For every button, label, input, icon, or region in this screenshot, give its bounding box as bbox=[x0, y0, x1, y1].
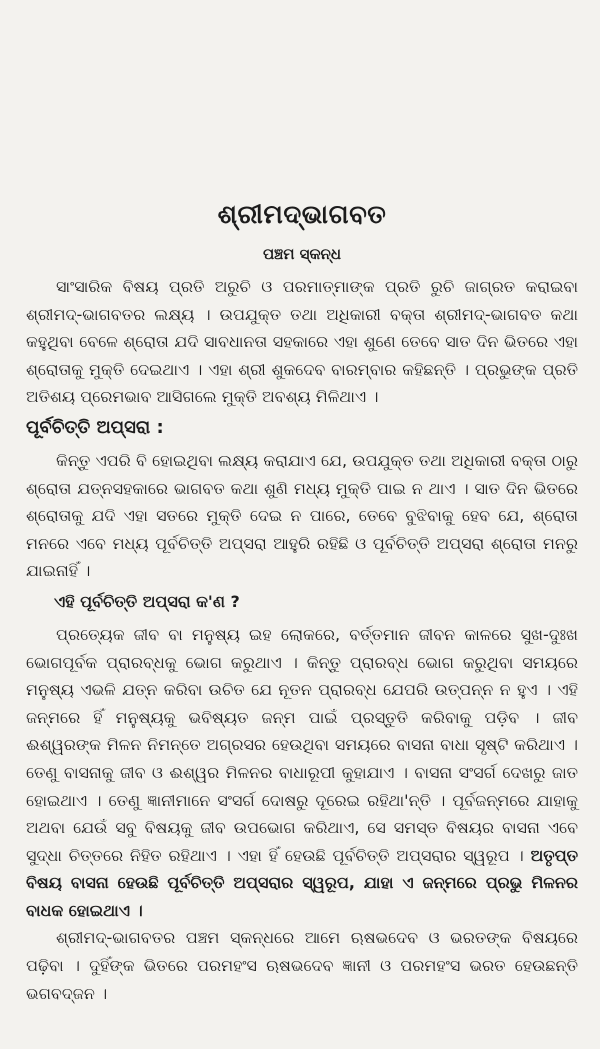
question-heading: ଏହି ପୂର୍ବଚିତ୍ତି ଅପ୍‌ସରା କ'ଣ ? bbox=[54, 591, 240, 611]
page-title: ଶ୍ରୀମଦ୍‌ଭାଗବତ bbox=[217, 200, 387, 230]
chapter-subtitle: ପଞ୍ଚମ ସ୍କନ୍ଧ bbox=[262, 245, 342, 263]
intro-paragraph: ସାଂସାରିକ ବିଷୟ ପ୍ରତି ଅରୁଚି ଓ ପରମାତ୍ମାଙ୍କ ପ୍ରତି ରୁଚି ଜାଗ୍ରତ କରାଇବା ଶ୍ରୀମଦ୍-ଭାଗବତର ଲକ୍ଷ୍ୟ । ଉପଯୁକ୍ତ ତଥା ଅଧିକାରୀ ବକ୍ତା ଶ୍ରୀମଦ୍-ଭାଗବତ କଥା କହୁଥିବା ବେଳେ ଶ୍ରୋତା ଯଦି ସାବଧାନତା ସହକାରେ ଏହା ଶୁଣେ ତେବେ ସାତ ଦିନ ଭିତରେ ଏହା ଶ୍ରୋତାକୁ ମୁକ୍ତି ଦେଇଥାଏ । ଏହା ଶ୍ରୀ ଶୁକଦେବ ବାରମ୍ବାର କହିଛନ୍ତି । ପ୍ରଭୁଙ୍କ ପ୍ରତି ଅତିଶୟ ପ୍ରେମଭାବ ଆସିଗଲେ ମୁକ୍ତି ଅବଶ୍ୟ ମିଳିଥାଏ । bbox=[26, 277, 578, 407]
explanation-text: ପ୍ରତ୍ୟେକ ଜୀବ ବା ମନୁଷ୍ୟ ଇହ ଲୋକରେ, ବର୍ତ୍ତମାନ ଜୀବନ କାଳରେ ସୁଖ-ଦୁଃଖ ଭୋଗପୂର୍ବକ ପ୍ରାରବ୍ଧକୁ ଭୋଗ କରୁଥାଏ । କିନ୍ତୁ ପ୍ରାରବ୍ଧ ଭୋଗ କରୁଥିବା ସମୟରେ ମନୁଷ୍ୟ ଏଭଳି ଯତ୍ନ କରିବା ଉଚିତ ଯେ ନୂତନ ପ୍ରାରବ୍ଧ ଯେପରି ଉତ୍ପନ୍ନ ନ ହୁଏ । ଏହି ଜନ୍ମରେ ହିଁ ମନୁଷ୍ୟକୁ ଭବିଷ୍ୟତ ଜନ୍ମ ପାଇଁ ପ୍ରସ୍ତୁତି କରିବାକୁ ପଡ଼ିବ । ଜୀବ ଈଶ୍ୱରଙ୍କ ମିଳନ ନିମନ୍ତେ ଅଗ୍ରସର ହେଉଥିବା ସମୟରେ ବାସନା ବାଧା ସୃଷ୍ଟି କରିଥାଏ । ତେଣୁ ବାସନାକୁ ଜୀବ ଓ ଈଶ୍ୱର ମିଳନର ବାଧାରୂପୀ କୁହାଯାଏ । ବାସନା ସଂସର୍ଗ ଦେଖରୁ ଜାତ ହୋଇଥାଏ । ତେଣୁ ଜ୍ଞାନୀମାନେ ସଂସର୍ଗ ଦୋଷରୁ ଦୂରେଇ ରହିଥା'ନ୍ତି । ପୂର୍ବଜନ୍ମରେ ଯାହାକୁ ଅଥବା ଯେଉଁ ସବୁ ବିଷୟକୁ ଜୀବ ଉପଭୋଗ କରିଥାଏ, ସେ ସମସ୍ତ ବିଷୟର ବାସନା ଏବେ ସୁଦ୍ଧା ଚିତ୍ତରେ ନିହିତ ରହିଥାଏ । ଏହା ହିଁ ହେଉଛି ପୂର୍ବଚିତ୍ତି ଅପ୍‌ସରାର ସ୍ୱରୂପ । bbox=[26, 624, 578, 865]
section-heading-purvachitti: ପୂର୍ବଚିତ୍ତି ଅପ୍‌ସରା : bbox=[26, 416, 164, 438]
explanation-paragraph bbox=[26, 621, 578, 925]
explanation-bold-text: ଅତୃପ୍ତ ବିଷୟ ବାସନା ହେଉଛି ପୂର୍ବଚିତ୍ତି ଅପ୍‌ସରାର ସ୍ୱରୂପ, ଯାହା ଏ ଜନ୍ମରେ ପ୍ରଭୁ ମିଳନର ବାଧକ ହୋଇଥାଏ । bbox=[26, 845, 578, 920]
closing-paragraph: ଶ୍ରୀମଦ୍-ଭାଗବତର ପଞ୍ଚମ ସ୍କନ୍ଧରେ ଆମେ ଋଷଭଦେବ ଓ ଭରତଙ୍କ ବିଷୟରେ ପଢ଼ିବା । ଦୁହିଁଙ୍କ ଭିତରେ ପରମହଂସ ଋଷଭଦେବ ଜ୍ଞାନୀ ଓ ପରମହଂସ ଭରତ ହେଉଛନ୍ତି ଭଗବଦ୍‌ଜନ । bbox=[26, 928, 578, 1003]
purvachitti-paragraph: କିନ୍ତୁ ଏପରି ବି ହୋଇଥିବା ଲକ୍ଷ୍ୟ କରାଯାଏ ଯେ, ଉପଯୁକ୍ତ ତଥା ଅଧିକାରୀ ବକ୍ତା ଠାରୁ ଶ୍ରୋତା ଯତ୍ନସହକାରେ ଭାଗବତ କଥା ଶୁଣି ମଧ୍ୟ ମୁକ୍ତି ପାଇ ନ ଥାଏ । ସାତ ଦିନ ଭିତରେ ଶ୍ରୋତାକୁ ଯଦି ଏହା ସତରେ ମୁକ୍ତି ଦେଇ ନ ପାରେ, ତେବେ ବୁଝିବାକୁ ହେବ ଯେ, ଶ୍ରୋତା ମନରେ ଏବେ ମଧ୍ୟ ପୂର୍ବଚିତ୍ତି ଅପ୍‌ସରା ଆହୁରି ରହିଛି ଓ ପୂର୍ବଚିତ୍ତି ଅପ୍‌ସରା ଶ୍ରୋତା ମନରୁ ଯାଇନାହିଁ । bbox=[26, 450, 578, 581]
